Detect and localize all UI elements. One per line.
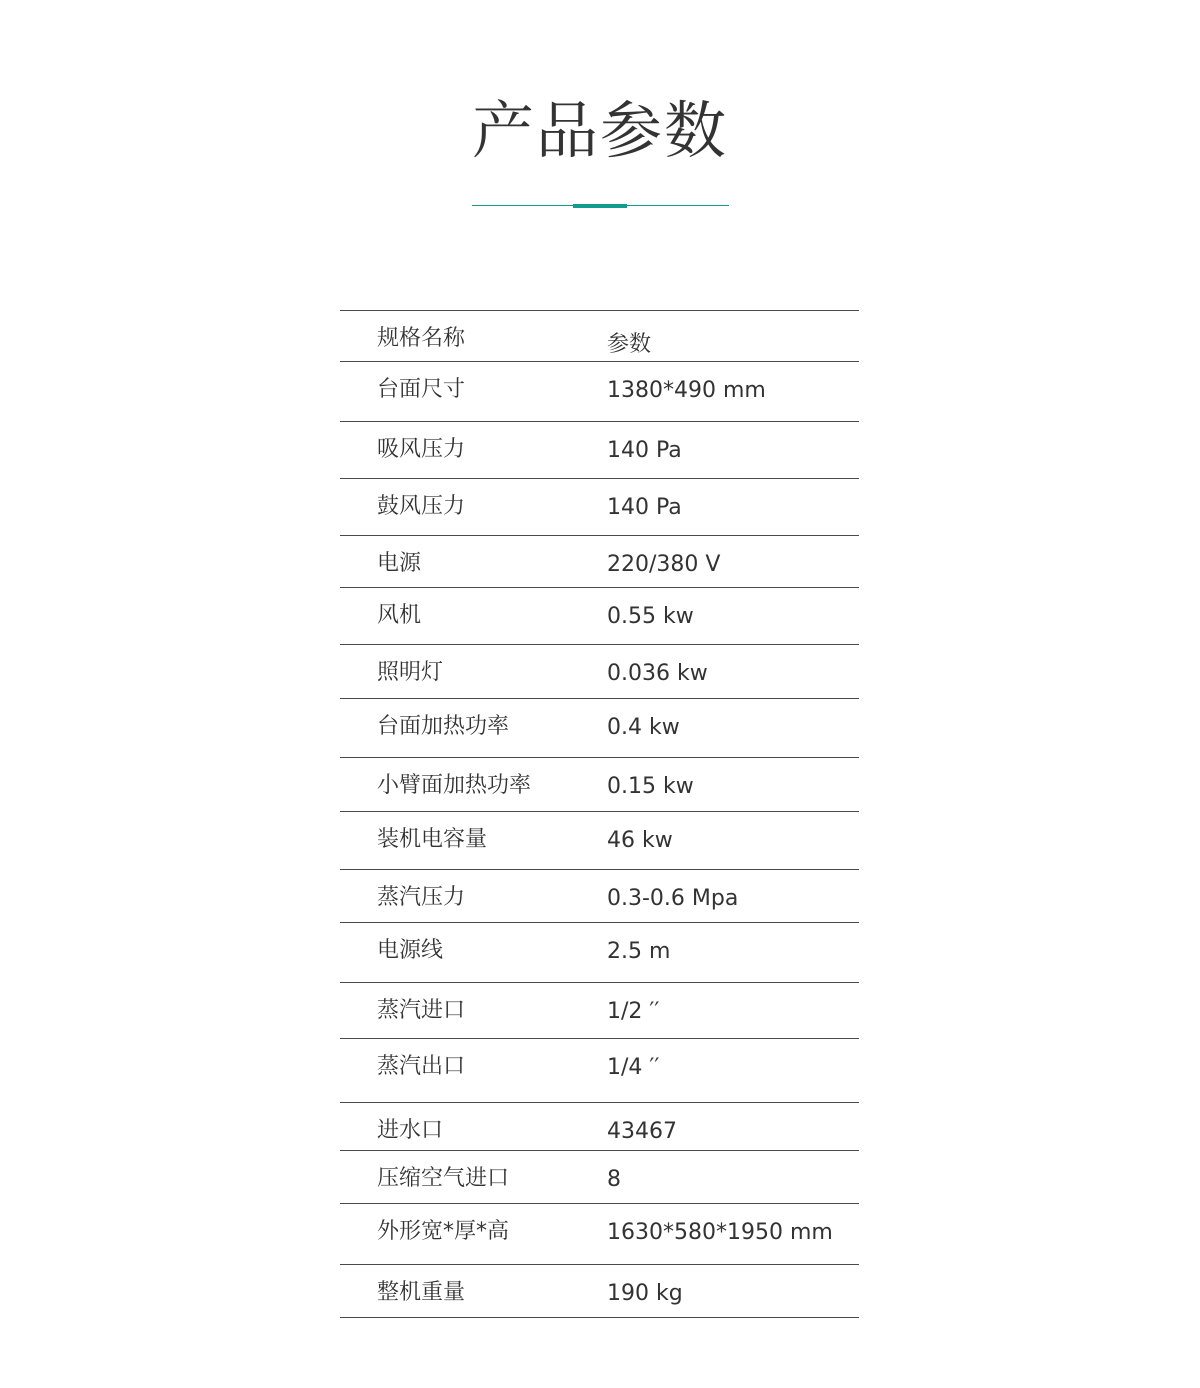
spec-value: 220/380 V bbox=[607, 552, 721, 577]
spec-value: 0.15 kw bbox=[607, 774, 694, 799]
spec-value: 0.3-0.6 Mpa bbox=[607, 886, 739, 911]
spec-table bbox=[340, 310, 859, 1318]
spec-value: 2.5 m bbox=[607, 939, 671, 964]
header-name: 规格名称 bbox=[377, 326, 466, 351]
spec-row bbox=[340, 1103, 859, 1151]
spec-name: 电源线 bbox=[377, 938, 444, 963]
divider-accent bbox=[573, 204, 627, 208]
spec-row bbox=[340, 1039, 859, 1103]
spec-name: 台面尺寸 bbox=[377, 377, 466, 402]
spec-name: 蒸汽出口 bbox=[377, 1054, 466, 1079]
spec-value: 46 kw bbox=[607, 828, 673, 853]
spec-row bbox=[340, 758, 859, 812]
spec-row bbox=[340, 536, 859, 588]
spec-name: 装机电容量 bbox=[377, 827, 488, 852]
spec-row bbox=[340, 362, 859, 422]
spec-value: 1380*490 mm bbox=[607, 378, 766, 403]
spec-row bbox=[340, 422, 859, 479]
spec-value: 140 Pa bbox=[607, 495, 682, 520]
spec-name: 外形宽*厚*高 bbox=[377, 1219, 510, 1244]
spec-row bbox=[340, 1204, 859, 1265]
title-divider bbox=[472, 204, 729, 208]
spec-row bbox=[340, 870, 859, 923]
spec-row bbox=[340, 983, 859, 1039]
spec-value: 8 bbox=[607, 1167, 621, 1192]
spec-name: 蒸汽进口 bbox=[377, 998, 466, 1023]
spec-value: 1/2 ′′ bbox=[607, 999, 660, 1024]
spec-row bbox=[340, 812, 859, 870]
spec-row bbox=[340, 1151, 859, 1204]
spec-name: 台面加热功率 bbox=[377, 714, 510, 739]
spec-name: 鼓风压力 bbox=[377, 494, 466, 519]
spec-name: 压缩空气进口 bbox=[377, 1166, 510, 1191]
spec-name: 进水口 bbox=[377, 1118, 444, 1143]
spec-name: 电源 bbox=[377, 551, 422, 576]
spec-value: 190 kg bbox=[607, 1281, 683, 1306]
spec-value: 0.4 kw bbox=[607, 715, 680, 740]
spec-name: 蒸汽压力 bbox=[377, 885, 466, 910]
spec-row bbox=[340, 1265, 859, 1318]
spec-value: 1/4 ′′ bbox=[607, 1055, 660, 1080]
spec-name: 小臂面加热功率 bbox=[377, 773, 532, 798]
spec-value: 43467 bbox=[607, 1119, 677, 1144]
spec-row bbox=[340, 699, 859, 758]
spec-name: 吸风压力 bbox=[377, 437, 466, 462]
spec-value: 0.036 kw bbox=[607, 661, 708, 686]
spec-row bbox=[340, 588, 859, 645]
spec-name: 风机 bbox=[377, 603, 422, 628]
spec-name: 照明灯 bbox=[377, 660, 444, 685]
spec-name: 整机重量 bbox=[377, 1280, 466, 1305]
spec-value: 0.55 kw bbox=[607, 604, 694, 629]
spec-row bbox=[340, 479, 859, 536]
page-title: 产品参数 bbox=[471, 94, 728, 167]
spec-value: 1630*580*1950 mm bbox=[607, 1220, 833, 1245]
spec-row bbox=[340, 923, 859, 983]
header-value: 参数 bbox=[607, 332, 652, 357]
spec-row bbox=[340, 645, 859, 699]
spec-value: 140 Pa bbox=[607, 438, 682, 463]
spec-table-header bbox=[340, 311, 859, 362]
